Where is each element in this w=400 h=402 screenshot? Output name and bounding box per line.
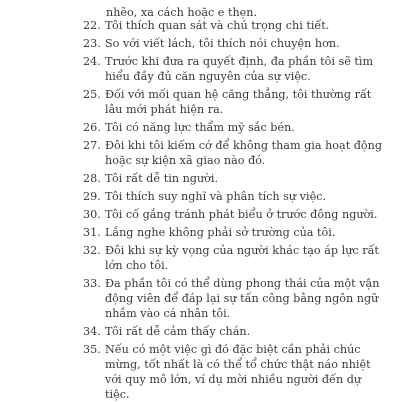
item-text: So với viết lách, tôi thích nói chuyện hơn. <box>105 37 340 50</box>
list-item <box>83 243 383 273</box>
item-number: 25. <box>83 88 101 101</box>
item-text: Tôi rất dễ cảm thấy chán. <box>105 325 251 338</box>
list-item <box>83 189 383 204</box>
list-item <box>83 342 383 402</box>
item-text: Tôi có năng lực thẩm mỹ sắc bén. <box>105 121 295 134</box>
item-text: Lắng nghe không phải sở trường của tôi. <box>105 226 336 239</box>
item-number: 32. <box>83 244 101 257</box>
list-item <box>83 276 383 321</box>
item-number: 30. <box>83 208 101 221</box>
list-item <box>83 207 383 222</box>
list-item <box>83 18 383 33</box>
item-number: 26. <box>83 121 101 134</box>
item-number: 35. <box>83 343 101 356</box>
item-text: Tôi thích quan sát và chú trọng chi tiết. <box>105 19 330 32</box>
item-number: 33. <box>83 277 101 290</box>
item-number: 28. <box>83 172 101 185</box>
item-number: 34. <box>83 325 101 338</box>
item-number: 23. <box>83 37 101 50</box>
item-text: Nếu có một việc gì đó đặc biệt cần phải chúc mừng, tốt nhất là có thể tổ chức thật náo nhiệt với quy mô lớn, ví dụ mời nhiều người đến dự tiệc. <box>105 343 371 401</box>
item-text: Trước khi đưa ra quyết định, đa phần tôi sẽ tìm hiểu đầy đủ căn nguyên của sự việc. <box>105 55 374 83</box>
item-text: Tôi cố gắng tránh phát biểu ở trước đông người. <box>105 208 378 221</box>
item-text: Đa phần tôi có thể dùng phong thái của một vận động viên để đáp lại sự tấn công bằng ngôn ngữ nhắm vào cá nhân tôi. <box>105 277 380 320</box>
list-item <box>83 87 383 117</box>
list-item <box>83 225 383 240</box>
list-item <box>83 120 383 135</box>
item-number: 27. <box>83 139 101 152</box>
list-item <box>83 171 383 186</box>
list-item <box>83 324 383 339</box>
item-text: Tôi thích suy nghĩ và phân tích sự việc. <box>105 190 327 203</box>
item-text: Đôi khi sự kỳ vọng của người khác tạo áp lực rất lớn cho tôi. <box>105 244 379 272</box>
item-number: 31. <box>83 226 101 239</box>
list-item <box>83 138 383 168</box>
list-item <box>83 36 383 51</box>
item-number: 22. <box>83 19 101 32</box>
item-text: Đôi khi tôi kiếm cớ để không tham gia hoạt động hoặc sự kiện xã giao nào đó. <box>105 139 383 167</box>
item-number: 29. <box>83 190 101 203</box>
list-item <box>83 54 383 84</box>
item-text: Tôi rất dễ tin người. <box>105 172 219 185</box>
continued-text-fragment: nhẽo, xa cách hoặc e thẹn. <box>106 6 258 19</box>
item-text: Đối với mối quan hệ căng thẳng, tôi thường rất lâu mới phát hiện ra. <box>105 88 372 116</box>
item-number: 24. <box>83 55 101 68</box>
